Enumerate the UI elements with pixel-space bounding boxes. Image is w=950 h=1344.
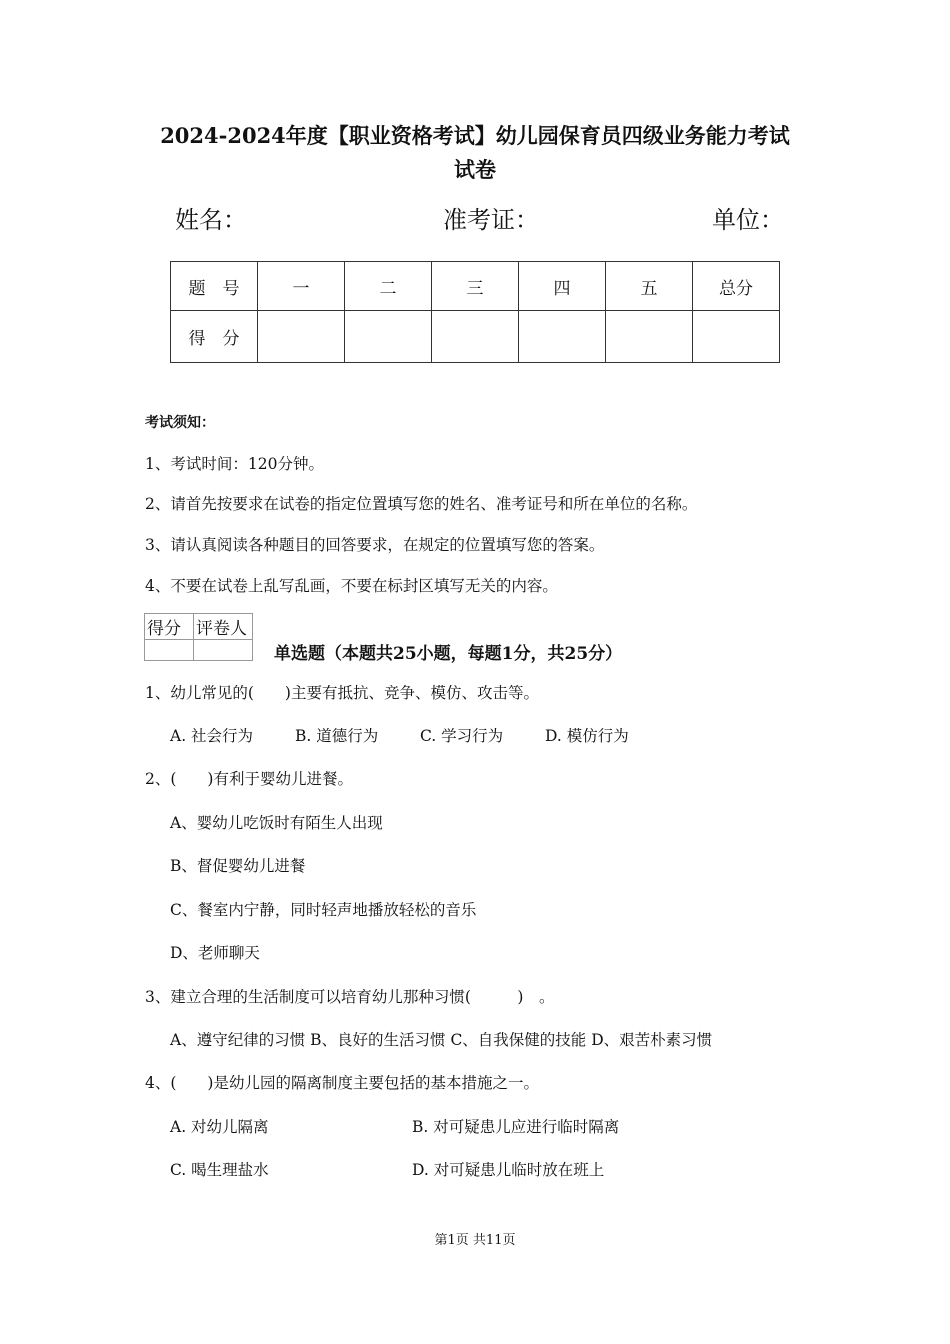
question-option: C. 喝生理盐水 (170, 1161, 269, 1179)
exam-title-line2: 试卷 (454, 157, 496, 182)
question-stem: 2、( )有利于婴幼儿进餐。 (145, 770, 353, 788)
notice-item: 4、不要在试卷上乱写乱画，不要在标封区填写无关的内容。 (145, 577, 558, 595)
question-option: D. 模仿行为 (545, 727, 629, 745)
question-option: C、餐室内宁静，同时轻声地播放轻松的音乐 (170, 901, 477, 919)
question-option: B. 对可疑患儿应进行临时隔离 (412, 1118, 620, 1136)
notice-item: 2、请首先按要求在试卷的指定位置填写您的姓名、准考证号和所在单位的名称。 (145, 495, 698, 513)
exam-title-line1: 2024-2024年度【职业资格考试】幼儿园保育员四级业务能力考试 (160, 123, 790, 148)
score-cell-2[interactable] (345, 311, 432, 363)
score-cell-5[interactable] (606, 311, 693, 363)
score-header-total: 总分 (693, 262, 780, 311)
name-field-label: 姓名： (175, 206, 247, 234)
page-footer: 第1页 共11页 (434, 1233, 516, 1248)
grader-score-cell[interactable] (145, 640, 194, 661)
score-cell-3[interactable] (432, 311, 519, 363)
grader-name-cell[interactable] (194, 640, 253, 661)
score-cell-total[interactable] (693, 311, 780, 363)
question-option: D. 对可疑患儿临时放在班上 (412, 1161, 605, 1179)
score-header-3: 三 (432, 262, 519, 311)
question-option: A、婴幼儿吃饭时有陌生人出现 (170, 814, 383, 832)
score-header-label: 题 号 (171, 262, 258, 311)
grader-name-label: 评卷人 (194, 614, 253, 640)
score-cell-1[interactable] (258, 311, 345, 363)
question-option: D、老师聊天 (170, 944, 260, 962)
score-header-1: 一 (258, 262, 345, 311)
notice-item: 3、请认真阅读各种题目的回答要求，在规定的位置填写您的答案。 (145, 536, 605, 554)
question-option: B. 道德行为 (295, 727, 379, 745)
grader-box (144, 613, 253, 661)
question-stem: 4、( )是幼儿园的隔离制度主要包括的基本措施之一。 (145, 1074, 539, 1092)
exam-id-field-label: 准考证： (443, 206, 539, 234)
question-option: A. 对幼儿隔离 (170, 1118, 269, 1136)
question-option: A. 社会行为 (170, 727, 254, 745)
score-header-4: 四 (519, 262, 606, 311)
notice-heading: 考试须知： (145, 415, 215, 431)
question-option: B、督促婴幼儿进餐 (170, 857, 306, 875)
score-header-2: 二 (345, 262, 432, 311)
section-title: 单选题（本题共25小题，每题1分，共25分） (274, 644, 623, 664)
grader-score-label: 得分 (145, 614, 194, 640)
question-option: A、遵守纪律的习惯 B、良好的生活习惯 C、自我保健的技能 D、艰苦朴素习惯 (170, 1031, 713, 1049)
notice-item: 1、考试时间：120分钟。 (145, 455, 324, 473)
question-option: C. 学习行为 (420, 727, 504, 745)
score-header-5: 五 (606, 262, 693, 311)
question-stem: 1、幼儿常见的( )主要有抵抗、竞争、模仿、攻击等。 (145, 684, 539, 702)
question-stem: 3、建立合理的生活制度可以培育幼儿那种习惯( ) 。 (145, 988, 555, 1006)
unit-field-label: 单位： (712, 206, 784, 234)
score-table (170, 261, 780, 363)
score-cell-4[interactable] (519, 311, 606, 363)
score-row-label: 得 分 (171, 311, 258, 363)
